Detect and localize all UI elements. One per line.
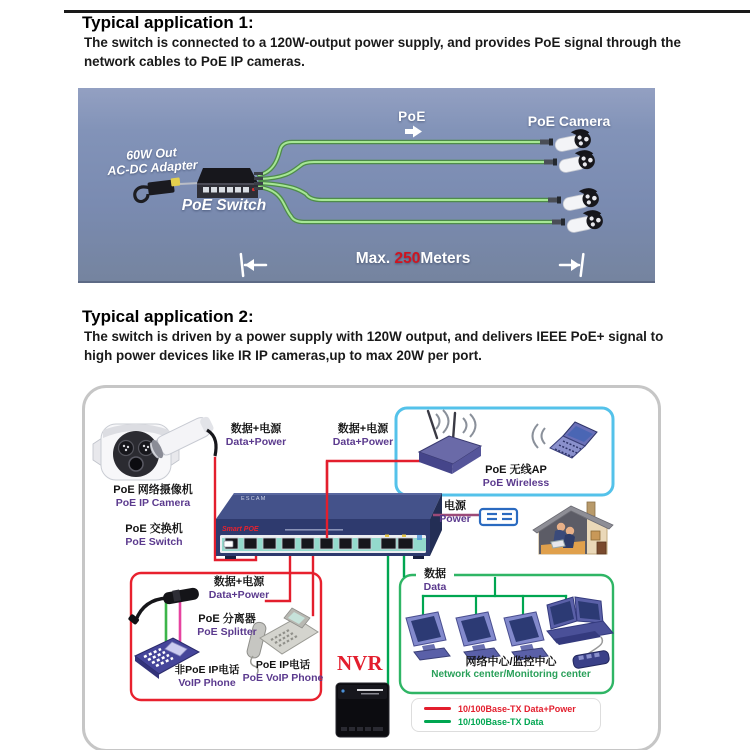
network-center-label-zh: 网络中心/监控中心 — [465, 656, 557, 668]
measure-arrow-right-icon — [560, 254, 583, 276]
network-center-label — [423, 656, 599, 681]
splitter-label — [191, 613, 263, 638]
laptop-device — [533, 422, 598, 458]
power-label — [435, 500, 475, 525]
distance-prefix: Max. — [355, 250, 391, 267]
power-label-en: Power — [439, 513, 471, 525]
nvr-device — [336, 683, 389, 737]
data-power-2-zh: 数据+电源 — [337, 423, 389, 435]
splitter-box-label-en: Data+Power — [208, 589, 270, 601]
poe-camera-3 — [561, 186, 600, 213]
legend-data-line-icon — [424, 720, 451, 723]
diagram-application1 — [78, 88, 655, 283]
application2-heading: Typical application 2: — [82, 307, 254, 326]
house-illustration — [533, 502, 613, 554]
poe-label: PoE — [398, 109, 426, 124]
poe-voip-phone-label-zh: PoE IP电话 — [255, 659, 311, 671]
power-label-zh: 电源 — [444, 500, 466, 512]
wireless-ap-label-en: PoE Wireless — [482, 477, 550, 489]
wireless-ap-label-zh: PoE 无线AP — [485, 464, 547, 476]
computer-2 — [456, 612, 500, 660]
poe-switch2-label — [109, 523, 199, 548]
ip-camera-label-en: PoE IP Camera — [115, 497, 191, 509]
application2-description: The switch is driven by a power supply with 120W output, and delivers IEEE PoE+ signal to high power devices like IR IP cameras,up to max 20W per port. — [84, 329, 664, 363]
nvr-label: NVR — [337, 651, 383, 675]
splitter-label-zh: PoE 分离器 — [198, 613, 256, 625]
splitter-box-label-zh: 数据+电源 — [213, 576, 265, 588]
computer-1 — [406, 612, 450, 660]
legend-row-power — [412, 704, 600, 714]
poe-switch-device2 — [216, 493, 442, 559]
poe-camera-1 — [553, 127, 592, 154]
poe-splitter-device — [128, 587, 200, 625]
voip-phone-label — [173, 664, 241, 689]
computer-3 — [504, 612, 548, 660]
distance-value: 250 — [394, 250, 421, 267]
poe-switch-device — [197, 168, 263, 198]
legend-row-data — [412, 717, 600, 727]
adapter-label-line2: AC-DC Adapter — [106, 157, 199, 179]
splitter-box-label — [207, 576, 271, 601]
poe-camera-2 — [557, 148, 596, 175]
application1-description: The switch is connected to a 120W-output power supply, and provides PoE signal through the network cables to PoE IP cameras. — [84, 35, 681, 69]
poe-cables — [259, 142, 553, 222]
voip-phone-label-zh: 非PoE IP电话 — [174, 664, 240, 676]
data-power-label-2 — [328, 423, 398, 448]
wifi-waves-laptop-icon — [533, 424, 546, 448]
legend-power-line-icon — [424, 707, 451, 710]
measure-arrow-left-icon — [241, 254, 266, 276]
poe-camera-label: PoE Camera — [527, 113, 611, 129]
legend — [411, 698, 601, 732]
data-label-en: Data — [423, 581, 447, 593]
data-power-2-en: Data+Power — [332, 436, 394, 448]
poe-voip-phone-label-en: PoE VoIP Phone — [242, 672, 324, 684]
splitter-label-en: PoE Splitter — [197, 626, 257, 638]
diagram-application2 — [82, 385, 661, 750]
poe-switch2-label-zh: PoE 交换机 — [125, 523, 183, 535]
data-power-1-zh: 数据+电源 — [230, 423, 282, 435]
voip-phone-label-en: VoIP Phone — [178, 677, 236, 689]
data-power-1-en: Data+Power — [225, 436, 287, 448]
switch-model-text: Smart POE — [222, 526, 259, 533]
poe-switch-label: PoE Switch — [181, 197, 267, 214]
adapter-label-line1: 60W Out — [125, 145, 178, 163]
data-label-zh: 数据 — [424, 568, 446, 580]
distance-unit: Meters — [420, 250, 471, 267]
wireless-ap-device — [419, 410, 481, 474]
switch-brand-text: ESCAM — [241, 496, 267, 502]
poe-camera-4 — [565, 208, 604, 235]
network-center-label-en: Network center/Monitoring center — [431, 669, 591, 680]
poe-voip-phone-label — [242, 659, 324, 684]
data-label — [416, 567, 454, 594]
legend-data-text: 10/100Base-TX Data — [458, 716, 544, 727]
legend-power-text: 10/100Base-TX Data+Power — [458, 703, 576, 714]
ip-camera-label — [103, 484, 203, 509]
wireless-ap-label — [479, 464, 553, 489]
power-adapter-icon — [480, 509, 517, 525]
poe-switch2-label-en: PoE Switch — [125, 536, 183, 548]
poe-direction-arrow-icon — [405, 126, 422, 138]
data-power-label-1 — [221, 423, 291, 448]
max-distance-label — [328, 250, 498, 268]
application1-heading: Typical application 1: — [82, 13, 254, 32]
ip-camera-label-zh: PoE 网络摄像机 — [113, 484, 193, 496]
